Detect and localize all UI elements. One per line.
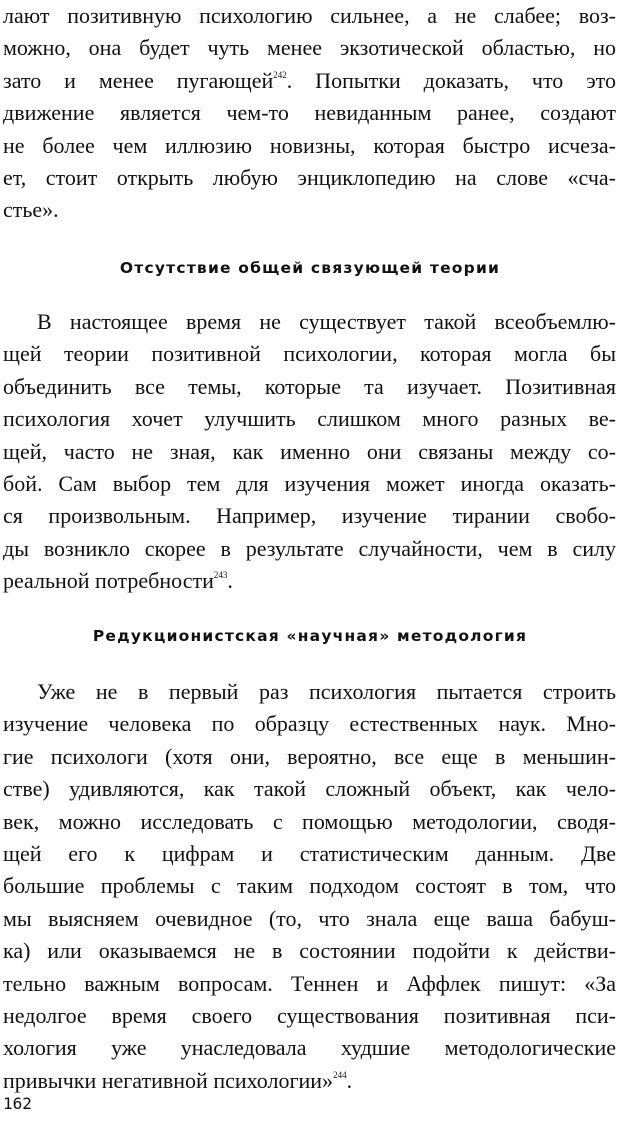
text-line: хология уже унаследовала худшие методологические [3,1035,616,1061]
paragraph-section-1 [3,306,616,598]
text-line: можно, она будет чуть менее экзотической областью, но [3,35,616,61]
text-line: Уже не в первый раз психология пытается строить [37,679,616,704]
text-line: психология хочет улучшить слишком много разных ве- [3,406,616,432]
text-line: не более чем иллюзию новизны, которая быстро исчеза- [3,132,616,158]
footnote-ref-242: 242 [273,69,287,80]
text-line: век, можно исследовать с помощью методологии, сводя- [3,808,616,834]
text-line: стве) удивляются, как такой сложный объект, как чело- [3,776,616,802]
section-heading: Редукционистская «научная» методология [92,627,528,645]
text-line: привычки негативной психологии»$^{244}$. [3,1067,353,1093]
text-line: щей, часто не зная, как именно они связаны между со- [3,438,616,464]
paragraph-section-2 [3,676,616,1097]
text-line: В настоящее время не существует такой всеобъемлю- [37,309,616,334]
text-line: ка) или оказываемся не в состоянии подойти к действи- [3,938,616,964]
text-line: стье». [3,197,59,223]
text-line: щей его к цифрам и статистическим данным. Две [3,840,616,866]
text-line: ды возникло скорее в результате случайности, чем в силу [3,535,616,561]
text-line: объединить все темы, которые та изучает. Позитивная [3,373,616,399]
text-line: щей теории позитивной психологии, которая могла бы [3,341,616,367]
page-number: 162 [3,1094,32,1113]
text-line: бой. Сам выбор тем для изучения может иногда оказать- [3,470,616,496]
footnote-ref-243: 243 [213,570,228,581]
text-line: большие проблемы с таким подходом состоят в том, что [3,873,616,899]
text-line: движение является чем-то невиданным ранее, создают [3,100,616,126]
text-line: тельно важным вопросам. Теннен и Аффлек пишут: «За [3,970,616,996]
paragraph-continued [3,0,616,227]
text-line: недолгое время своего существования позитивная пси- [3,1002,616,1028]
section-heading: Отсутствие общей связующей теории [119,259,501,277]
text-line: изучение человека по образцу естественных наук. Мно- [3,711,616,737]
footnote-ref-244: 244 [333,1069,347,1080]
text-line: реальной потребности$^{243}$. [3,568,233,594]
text-line: ет, стоит открыть любую энциклопедию на слове «сча- [3,164,616,190]
text-line: гие психологи (хотя они, вероятно, все еще в меньшин- [3,743,616,769]
text-line: мы выясняем очевидное (то, что знала еще ваша бабуш- [3,905,616,931]
text-line: зато и менее пугающей$^{242}$. Попытки доказать, что это [3,67,616,93]
text-line: лают позитивную психологию сильнее, а не слабее; воз- [3,3,616,28]
text-line: ся произвольным. Например, изучение тирании свобо- [3,503,616,529]
